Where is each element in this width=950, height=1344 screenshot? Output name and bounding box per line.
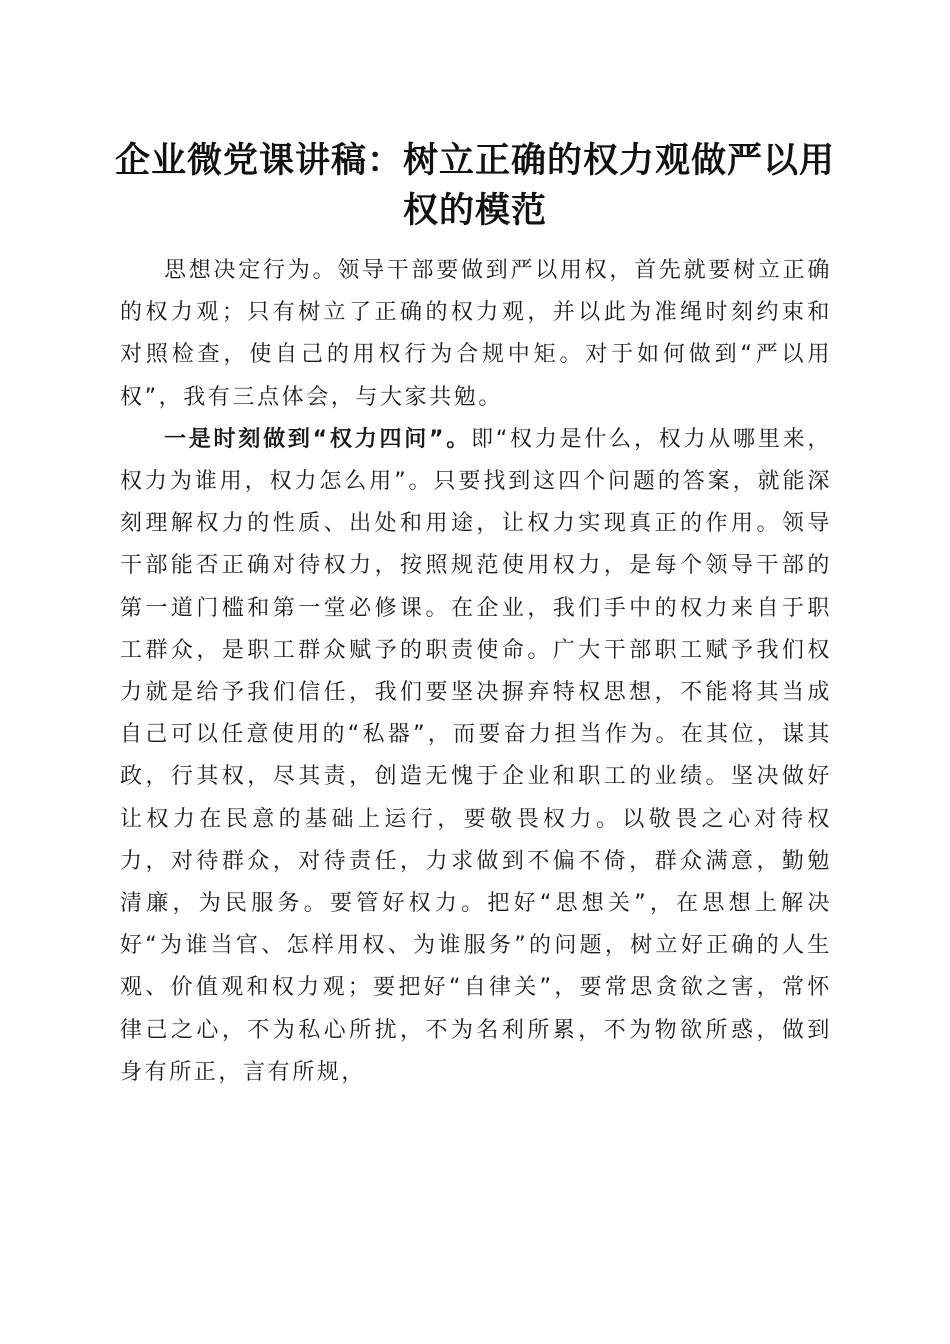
paragraph-text: 思想决定行为。领导干部要做到严以用权，首先就要树立正确的权力观；只有树立了正确的权力观，并以此为准绳时刻约束和对照检查，使自己的用权行为合规中矩。对于如何做到“严以用权”，我有三点体会，与大家共勉。: [120, 258, 832, 410]
paragraph-text: 即“权力是什么，权力从哪里来，权力为谁用，权力怎么用”。只要找到这四个问题的答案，就能深刻理解权力的性质、出处和用途，让权力实现真正的作用。领导干部能否正确对待权力，按照规范使用权力，是每个领导干部的第一道门槛和第一堂必修课。在企业，我们手中的权力来自于职工群众，是职工群众赋予的职责使命。广大干部职工赋予我们权力就是给予我们信任，我们要坚决摒弃特权思想，不能将其当成自己可以任意使用的“私器”，而要奋力担当作为。在其位，谋其政，行其权，尽其责，创造无愧于企业和职工的业绩。坚决做好让权力在民意的基础上运行，要敬畏权力。以敬畏之心对待权力，对待群众，对待责任，力求做到不偏不倚，群众满意，勤勉清廉，为民服务。要管好权力。把好“思想关”，在思想上解决好“为谁当官、怎样用权、为谁服务”的问题，树立好正确的人生观、价值观和权力观；要把好“自律关”，要常思贪欲之害，常怀律己之心，不为私心所扰，不为名利所累，不为物欲所惑，做到身有所正，言有所规，: [120, 426, 833, 1085]
paragraph-point-one: [120, 419, 832, 1094]
document-body: [120, 250, 832, 1094]
document-title: 企业微党课讲稿：树立正确的权力观做严以用权的模范: [114, 140, 835, 231]
paragraph-lead: 一是时刻做到“权力四问”。: [164, 426, 472, 452]
paragraph-intro: [120, 250, 832, 419]
